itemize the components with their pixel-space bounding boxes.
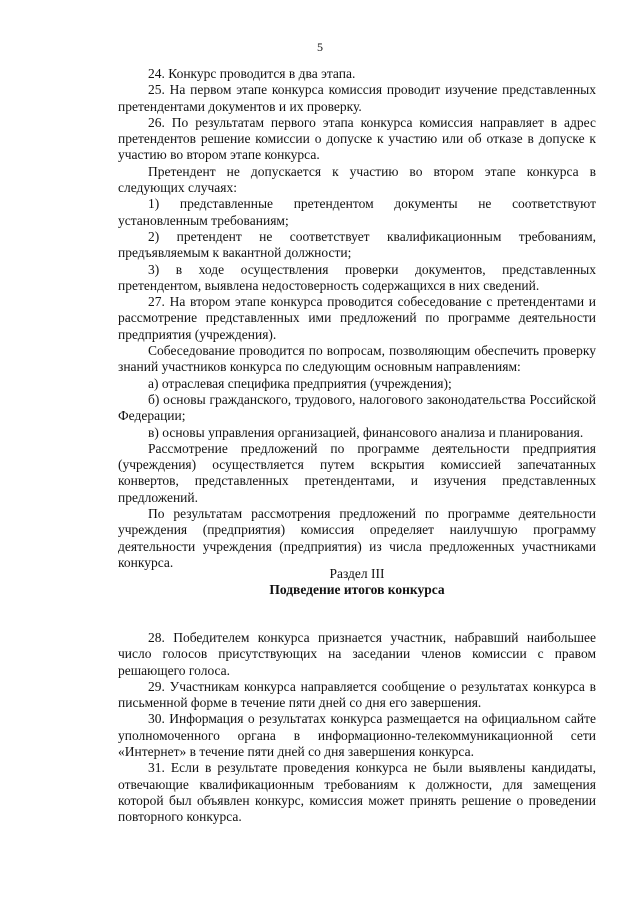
paragraph-30: 30. Информация о результатах конкурса размещается на официальном сайте уполномоченного органа в информационно-телекоммуникационной сети «Интернет» в течение пяти дней со дня завершения конкурса. <box>118 711 596 760</box>
paragraph-27: 27. На втором этапе конкурса проводится собеседование с претендентами и рассмотрение представленных ими предложений по программе деятельности предприятия (учреждения). <box>118 294 596 342</box>
paragraph-not-admitted: Претендент не допускается к участию во втором этапе конкурса в следующих случаях: <box>118 163 596 196</box>
list-item-a: а) отраслевая специфика предприятия (учреждения); <box>148 375 452 391</box>
paragraphs-section-3 <box>118 630 596 826</box>
paragraphs-section-2 <box>118 66 596 571</box>
list-item-b: б) основы гражданского, трудового, налогового законодательства Российской Федерации; <box>118 391 596 424</box>
paragraph-interview: Собеседование проводится по вопросам, позволяющим обеспечить проверку знаний участников конкурса по следующим основным направлениям: <box>118 343 596 375</box>
section-label: Раздел III <box>329 566 385 581</box>
paragraph-envelopes: Рассмотрение предложений по программе деятельности предприятия (учреждения) осуществляется путем вскрытия комиссией запечатанных конвертов, представленных претендентами, и изучения представленных предложений. <box>118 440 596 505</box>
paragraph-29: 29. Участникам конкурса направляется сообщение о результатах конкурса в письменной форме в течение пяти дней со дня его завершения. <box>118 678 596 711</box>
paragraph-28: 28. Победителем конкурса признается участник, набравший наибольшее число голосов присутствующих на заседании членов комиссии с правом решающего голоса. <box>118 630 596 678</box>
section-title: Подведение итогов конкурса <box>269 582 445 598</box>
paragraph-26: 26. По результатам первого этапа конкурса комиссия направляет в адрес претендентов решение комиссии о допуске к участию или об отказе в допуске к участию во втором этапе конкурса. <box>118 114 596 163</box>
list-item-c: в) основы управления организацией, финансового анализа и планирования. <box>148 424 584 440</box>
list-item-2: 2) претендент не соответствует квалификационным требованиям, предъявляемым к вакантной должности; <box>118 228 596 261</box>
paragraph-best-program: По результатам рассмотрения предложений по программе деятельности учреждения (предприятия) комиссия определяет наилучшую программу деятельности учреждения (предприятия) из числа предложенных участниками конкурса. <box>118 506 596 570</box>
paragraph-25: 25. На первом этапе конкурса комиссия проводит изучение представленных претендентами документов и их проверку. <box>118 82 596 114</box>
list-item-1: 1) представленные претендентом документы не соответствуют установленным требованиям; <box>118 196 596 228</box>
list-item-3: 3) в ходе осуществления проверки документов, представленных претендентом, выявлена недостоверность содержащихся в них сведений. <box>118 261 596 293</box>
section-heading <box>118 566 596 599</box>
paragraph-24: 24. Конкурс проводится в два этапа. <box>148 66 356 81</box>
paragraph-31: 31. Если в результате проведения конкурса не были выявлены кандидаты, отвечающие квалификационным требованиям к должности, для замещения которой был объявлен конкурс, комиссия может принять решение о проведении повторного конкурса. <box>118 760 596 825</box>
page-number: 5 <box>317 40 323 54</box>
